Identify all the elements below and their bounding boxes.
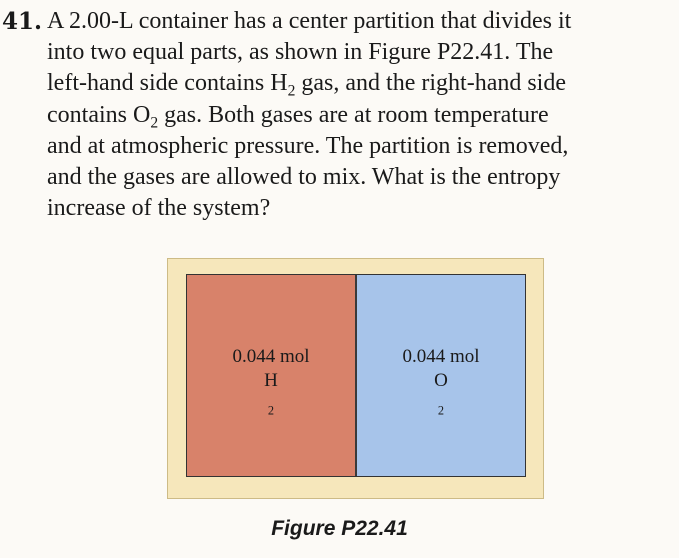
problem-line <box>47 100 647 131</box>
problem-text-fragment: gas. Both gases are at room temperature <box>164 101 549 128</box>
left-gas-subscript: 2 <box>267 403 275 418</box>
subscript: 2 <box>150 114 159 132</box>
problem-number: 41. <box>2 8 43 35</box>
problem-line: and the gases are allowed to mix. What is the entropy <box>47 163 561 190</box>
problem-text-fragment: contains O <box>47 101 151 128</box>
problem-line: into two equal parts, as shown in Figure P22.41. The <box>47 39 554 66</box>
problem-line <box>47 68 647 99</box>
problem-line: A 2.00-L container has a center partition that divides it <box>47 8 572 34</box>
left-compartment-h2 <box>187 275 357 476</box>
right-gas-label <box>357 345 525 417</box>
right-compartment-o2 <box>357 275 525 476</box>
left-gas-label <box>187 345 355 417</box>
right-gas-amount: 0.044 mol <box>402 346 480 367</box>
figure-caption: Figure P22.41 <box>271 517 408 540</box>
right-gas-formula <box>357 369 525 417</box>
problem-line: and at atmospheric pressure. The partition is removed, <box>47 132 569 159</box>
left-gas-amount: 0.044 mol <box>232 346 310 367</box>
left-gas-formula <box>187 369 355 417</box>
left-gas-symbol: H <box>264 370 278 391</box>
right-gas-symbol: O <box>434 370 448 391</box>
problem-text-fragment: left-hand side contains H <box>47 70 288 97</box>
subscript: 2 <box>287 82 296 100</box>
problem-text-fragment: gas, and the right-hand side <box>301 70 567 97</box>
gas-container <box>186 274 526 477</box>
problem-statement <box>47 6 647 224</box>
right-gas-subscript: 2 <box>437 403 445 418</box>
problem-line: increase of the system? <box>47 195 271 222</box>
figure-p22-41 <box>167 258 544 499</box>
